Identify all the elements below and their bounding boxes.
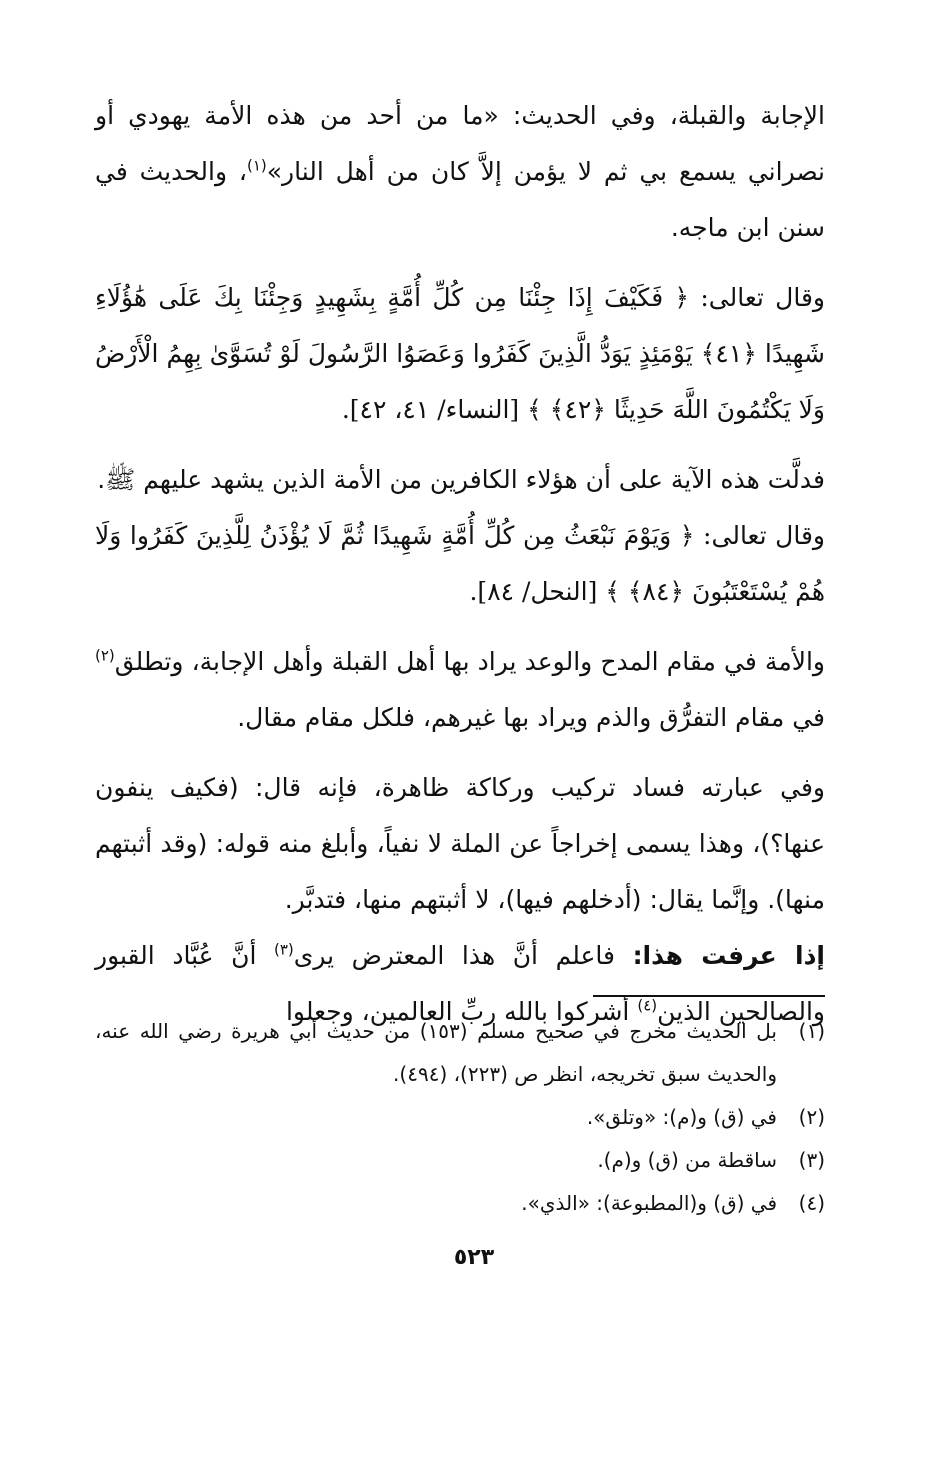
footnote-2	[95, 1096, 825, 1139]
footnote-ref-4[interactable]: (٤)	[637, 996, 658, 1015]
paragraph-text: فدلَّت هذه الآية على أن هؤلاء الكافرين من الأمة الذين يشهد عليهم ﷺ.	[97, 465, 825, 494]
paragraph-text: والأمة في مقام المدح والوعد يراد بها أهل القبلة وأهل الإجابة، وتطلق	[114, 647, 825, 676]
paragraph-quran-nahl	[95, 508, 825, 620]
main-text	[95, 88, 825, 1040]
page-number: ٥٢٣	[453, 1245, 495, 1270]
footnote-divider	[593, 995, 825, 997]
quran-verse: وقال تعالى: ﴿ فَكَيْفَ إِذَا جِئْنَا مِن كُلِّ أُمَّةٍ بِشَهِيدٍ وَجِئْنَا بِكَ عَلَى هَٰؤُلَاءِ شَهِيدًا ﴿٤١﴾ يَوْمَئِذٍ يَوَدُّ الَّذِينَ كَفَرُوا وَعَصَوُا الرَّسُولَ لَوْ تُسَوَّىٰ بِهِمُ الْأَرْضُ وَلَا يَكْتُمُونَ اللَّهَ حَدِيثًا ﴿٤٢﴾ ﴾	[95, 283, 825, 424]
paragraph-text: فاعلم أنَّ هذا المعترض يرى	[293, 941, 633, 970]
verse-reference: [النحل/ ٨٤].	[469, 577, 606, 606]
footnote-number: (٢)	[798, 1105, 825, 1129]
paragraph-quran-nisa	[95, 270, 825, 438]
paragraph-text: أنَّ عُبَّاد القبور والصالحين الذين	[95, 941, 825, 1026]
paragraph-text: في مقام التفرُّق والذم ويراد بها غيرهم، فلكل مقام مقال.	[237, 703, 825, 732]
paragraph-text: الإجابة والقبلة، وفي الحديث: «ما من أحد من هذه الأمة يهودي أو نصراني يسمع بي ثم لا يؤمن إلاَّ كان من أهل النار»	[95, 101, 825, 186]
footnote-ref-3[interactable]: (٣)	[273, 940, 294, 959]
footnote-number: (١)	[798, 1019, 825, 1043]
paragraph-text: ، والحديث في سنن ابن ماجه.	[95, 157, 825, 242]
verse-reference: [النساء/ ٤١، ٤٢].	[341, 395, 528, 424]
footnote-text: ساقطة من (ق) و(م).	[597, 1148, 777, 1172]
paragraph-3	[95, 452, 825, 508]
paragraph-text: أشركوا بالله ربِّ العالمين، وجعلوا	[285, 997, 638, 1026]
footnote-4	[95, 1182, 825, 1225]
footnote-text: في (ق) و(م): «وتلق».	[586, 1105, 777, 1129]
footnote-number: (٣)	[798, 1148, 825, 1172]
paragraph-1	[95, 88, 825, 256]
footnote-ref-1[interactable]: (١)	[246, 156, 267, 175]
footnote-1	[95, 1010, 825, 1096]
footnotes	[95, 1010, 825, 1225]
footnote-ref-2[interactable]: (٢)	[95, 646, 115, 665]
footnote-text: بل الحديث مخرج في صحيح مسلم (١٥٣) من حديث أبي هريرة رضي الله عنه، والحديث سبق تخريجه، انظر ص (٢٢٣)، (٤٩٤).	[95, 1019, 777, 1086]
paragraph-5	[95, 634, 825, 746]
footnote-number: (٤)	[798, 1191, 825, 1215]
paragraph-text: وفي عبارته فساد تركيب وركاكة ظاهرة، فإنه قال: (فكيف ينفون عنها؟)، وهذا يسمى إخراجاً عن الملة لا نفياً، وأبلغ منه قوله: (وقد أثبتهم منها). وإنَّما يقال: (أدخلهم فيها)، لا أثبتهم منها، فتدبَّر.	[95, 773, 825, 914]
paragraph-lead: إذا عرفت هذا:	[632, 941, 825, 970]
footnote-3	[95, 1139, 825, 1182]
footnote-text: في (ق) و(المطبوعة): «الذي».	[521, 1191, 777, 1215]
paragraph-6	[95, 760, 825, 928]
quran-verse: وقال تعالى: ﴿ وَيَوْمَ نَبْعَثُ مِن كُلِّ أُمَّةٍ شَهِيدًا ثُمَّ لَا يُؤْذَنُ لِلَّذِينَ كَفَرُوا وَلَا هُمْ يُسْتَعْتَبُونَ ﴿٨٤﴾ ﴾	[95, 521, 825, 606]
